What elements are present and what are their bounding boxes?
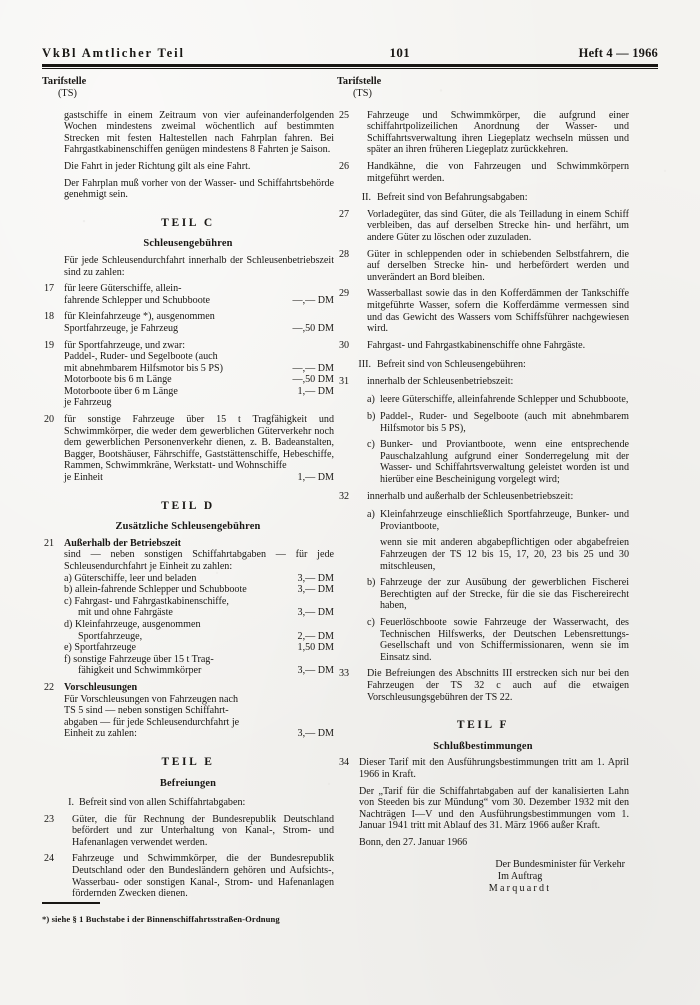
tariff-item-20	[42, 414, 334, 484]
tariff-32-sub-c-label: c)	[367, 616, 375, 628]
tariff-item-23	[42, 814, 334, 849]
tariff-21-sub-f-amount: 3,— DM	[297, 665, 334, 677]
intro-paragraph-1: gastschiffe in einem Zeitraum von vier aufeinanderfolgenden Wochen mindestens zweimal wöchentlich auf bestimmten Strecken mit festen Haltestellen nach Fahrplan fahren. Bei Fahrgastkabinenschiffen genügen mindestens 8 Fahrten je Saison.	[64, 109, 334, 156]
tariff-21-sub-b-text	[64, 584, 280, 596]
tariff-body-33: Die Befreiungen des Abschnitts III erstrecken sich nur bei den Fahrzeugen der TS 32 c auch auf die etwaigen Vorschleusungsgebühren der TS 22.	[367, 668, 629, 703]
tariff-body-22	[64, 682, 334, 740]
tariff-18-text-2: Sportfahrzeuge, je Fahrzeug	[64, 322, 179, 334]
tariff-32-sub-a	[367, 509, 629, 572]
tariff-17-text-2: fahrende Schlepper und Schubboote	[64, 294, 211, 306]
tariff-number-24: 24	[44, 853, 55, 865]
tariff-item-17	[42, 283, 334, 306]
tariff-body-34	[359, 757, 629, 832]
tariff-item-31	[337, 376, 629, 486]
tariff-19-head: für Sportfahrzeuge, und zwar:	[64, 339, 186, 351]
tariff-21-sub-f-label: f)	[64, 653, 71, 665]
tariff-34-paragraph-1: Dieser Tarif mit den Ausführungsbestimmungen tritt am 1. April 1966 in Kraft.	[359, 757, 629, 780]
heading-teil-c: TEIL C	[161, 216, 215, 229]
tariff-21-sub-c-text-2: mit und ohne Fahrgäste	[78, 607, 173, 619]
tariff-number-22: 22	[44, 681, 55, 693]
intro-paragraph-1-row	[42, 110, 334, 156]
intro-paragraph-3: Der Fahrplan muß vorher von der Wasser- und Schiffahrtsbehörde genehmigt sein.	[64, 177, 334, 201]
tariff-number-31: 31	[339, 375, 350, 387]
tariff-21-sub-a-body: Güterschiffe, leer und beladen	[74, 572, 197, 584]
intro-paragraph-2-row	[42, 161, 334, 173]
subheading-befreiungen: Befreiungen	[159, 777, 217, 789]
tariff-19-sub-a-text-2: mit abnehmbarem Hilfsmotor bis 5 PS)	[64, 362, 223, 374]
tariff-21-sub-c	[64, 596, 334, 619]
section-i-numeral: I.	[68, 797, 74, 809]
tariff-21-sub-b	[64, 584, 334, 596]
tariff-32-sub-a-body-wrap	[380, 509, 629, 572]
tariff-body-17	[64, 283, 334, 306]
tariff-19-sub-b-text: Motorboote bis 6 m Länge	[64, 374, 172, 386]
tariff-19-sub-a-line-1: Paddel-, Ruder- und Segelboote (auch	[64, 351, 218, 363]
section-iii-title: Befreit sind von Schleusengebühren:	[377, 359, 526, 371]
tariff-number-32: 32	[339, 490, 350, 502]
tariff-19-sub-c	[64, 386, 334, 398]
page-number: 101	[389, 45, 410, 60]
tariff-body-28: Güter in schleppenden oder in schiebenden Selbstfahrern, die auf derselben Strecke hin- und herbefördert werden und unverändert an Bord bleiben.	[367, 248, 629, 283]
tariff-21-sub-e	[64, 642, 334, 654]
tariff-21-sub-a	[64, 573, 334, 585]
tariff-31-sub-c-body: Bunker- und Proviantboote, wenn eine entsprechende Pauschalzahlung aufgrund einer Sonderregelung mit der Wasser- und Schiffahrtsverwaltung geleistet worden ist und hierüber eine Bescheinigung vorgelegt wird;	[380, 439, 629, 486]
tariff-body-24: Fahrzeuge und Schwimmkörper, die der Bundesrepublik Deutschland oder den Bundesländern gehören und Aufsichts-, Wasserbau- oder sonstigen Kanal-, Strom- und Hafenanlagen fördernden Zwecken dienen.	[72, 853, 334, 900]
footnote-rule	[42, 902, 100, 904]
section-iii-heading	[337, 359, 629, 371]
tariff-19-sub-c-text: Motorboote über 6 m Länge	[64, 385, 178, 397]
tariff-31-sub-a-body: leere Güterschiffe, alleinfahrende Schlepper und Schubboote,	[380, 394, 629, 406]
tariff-number-27: 27	[339, 208, 350, 220]
tariff-number-28: 28	[339, 248, 350, 260]
tarifstelle-label-right: Tarifstelle	[337, 76, 382, 87]
tariff-21-sub-d-body: Kleinfahrzeuge, ausgenommen	[74, 618, 201, 630]
tarifstelle-caption-left	[42, 76, 334, 100]
tariff-31-sub-b-label: b)	[367, 411, 376, 423]
tariff-31-sub-c	[367, 439, 629, 485]
tariff-31-sub-a	[367, 394, 629, 406]
tariff-number-18: 18	[44, 311, 55, 323]
tarifstelle-abbrev-left: (TS)	[58, 87, 77, 99]
section-iii-numeral: III.	[358, 359, 371, 371]
tariff-21-sub-b-body: allein-fahrende Schlepper und Schubboote	[74, 584, 247, 596]
tariff-21-lead: sind — neben sonstigen Schiffahrtabgaben — für jede Schleusendurchfahrt je Einheit zu zahlen:	[64, 549, 334, 572]
tariff-19-sub-d: je Fahrzeug	[64, 397, 112, 409]
tariff-34-paragraph-2: Der „Tarif für die Schiffahrtabgaben auf der kanalisierten Lahn von Steeden bis zur Mündung“ vom 30. Dezember 1932 mit den Nachträgen I—V und den Ausführungsbestimmungen vom 1. Januar 1941 tritt mit Ablauf des 31. März 1966 außer Kraft.	[359, 785, 629, 832]
subheading-schlussbestimmungen: Schlußbestimmungen	[433, 740, 533, 752]
left-column	[42, 76, 334, 900]
tariff-19-sub-b	[64, 374, 334, 386]
tariff-number-19: 19	[44, 339, 55, 351]
tariff-21-sub-e-amount: 1,50 DM	[297, 642, 334, 654]
tariff-item-30	[337, 340, 629, 352]
tariff-19-sub-a-amount: —,— DM	[292, 362, 334, 374]
tariff-21-sub-a-text	[64, 573, 280, 585]
heading-teil-e: TEIL E	[161, 755, 215, 768]
tariff-body-20	[64, 414, 334, 484]
running-head-right: Heft 4 — 1966	[578, 46, 658, 60]
tariff-21-sub-d-label: d)	[64, 618, 73, 630]
tariff-31-sub-b	[367, 411, 629, 434]
tariff-item-28	[337, 249, 629, 284]
tariff-17-line-1: für leere Güterschiffe, allein-	[64, 283, 182, 295]
tariff-22-title: Vorschleusungen	[64, 681, 138, 693]
tariff-22-amount: 3,— DM	[297, 728, 334, 740]
tariff-31-sub-a-label: a)	[367, 394, 375, 406]
tariff-21-sub-b-amount: 3,— DM	[297, 584, 334, 596]
subheading-schleusengebuehren: Schleusengebühren	[143, 238, 233, 250]
tariff-31-sub-c-label: c)	[367, 439, 375, 451]
tariff-17-amount: —,— DM	[292, 294, 334, 306]
tariff-18-line-2	[64, 323, 334, 335]
subheading-zusaetzliche-schleusengebuehren: Zusätzliche Schleusengebühren	[115, 521, 261, 533]
tariff-21-sub-e-text	[64, 642, 280, 654]
tariff-32-sub-c	[367, 617, 629, 663]
tariff-22-line-4	[64, 728, 334, 740]
tariff-number-33: 33	[339, 668, 350, 680]
tariff-body-32	[367, 491, 629, 664]
footnote-text: *) siehe § 1 Buchstabe i der Binnenschiffahrtsstraßen-Ordnung	[42, 914, 280, 924]
tariff-21-sub-b-label: b)	[64, 584, 73, 596]
tariff-19-sub-a-line-2	[64, 363, 334, 375]
teil-c-lead-row	[42, 255, 334, 278]
tariff-21-sub-d-amount: 2,— DM	[297, 630, 334, 642]
tariff-body-30: Fahrgast- und Fahrgastkabinenschiffe ohne Fahrgäste.	[367, 339, 586, 351]
tariff-number-23: 23	[44, 813, 55, 825]
tariff-31-sub-b-body: Paddel-, Ruder- und Segelboote (auch mit abnehmbarem Hilfsmotor bis 5 PS),	[380, 411, 629, 434]
tariff-21-sub-f	[64, 654, 334, 677]
tariff-32-sub-b-label: b)	[367, 577, 376, 589]
tariff-body-31	[367, 376, 629, 486]
tariff-32-sub-a-label: a)	[367, 509, 375, 521]
tariff-20-tail	[64, 472, 334, 484]
signature-authority: Der Bundesminister für Verkehr	[495, 859, 625, 871]
running-head-left: VkBl Amtlicher Teil	[42, 46, 185, 60]
teil-c-lead: Für jede Schleusendurchfahrt innerhalb der Schleusenbetriebszeit sind zu zahlen:	[64, 254, 334, 278]
tariff-21-sub-f-body: sonstige Fahrzeuge über 15 t Trag-	[73, 653, 214, 665]
tariff-19-sub-c-amount: 1,— DM	[297, 385, 334, 397]
tariff-21-sub-c-body: Fahrgast- und Fahrgastkabinenschiffe,	[74, 595, 229, 607]
tariff-21-sub-d	[64, 619, 334, 642]
tariff-32-sub-c-body: Feuerlöschboote sowie Fahrzeuge der Wasserwacht, des Technischen Hilfswerks, der Deutschen Lebensrettungs-Gesellschaft und von Schiffermissionaren, wenn sie im Einsatz sind.	[380, 616, 629, 663]
section-i-heading	[42, 797, 334, 809]
tariff-body-29: Wasserballast sowie das in den Kofferdämmen der Tankschiffe mitgeführte Wasser, sofern die Kofferdämme vermessen sind und das Gewicht des Wassers vom Schiffsführer nachgewiesen wird.	[367, 288, 629, 335]
tariff-item-21	[42, 538, 334, 677]
place-date-row	[337, 837, 629, 849]
tariff-number-26: 26	[339, 160, 350, 172]
tariff-19-sub-b-amount: —,50 DM	[292, 374, 334, 386]
tariff-body-26: Handkähne, die von Fahrzeugen und Schwimmkörpern mitgeführt werden.	[367, 160, 629, 184]
heading-teil-f: TEIL F	[456, 719, 510, 732]
tarifstelle-caption-right	[337, 76, 629, 100]
tariff-number-17: 17	[44, 283, 55, 295]
tariff-number-20: 20	[44, 414, 55, 426]
tariff-number-34: 34	[339, 757, 350, 769]
signature-name: Marquardt	[488, 882, 552, 894]
tariff-item-24	[42, 853, 334, 899]
tariff-21-sub-e-body: Sportfahrzeuge	[74, 642, 137, 654]
tariff-item-33	[337, 668, 629, 703]
tariff-22-line-3: abgaben — für jede Schleusendurchfahrt je	[64, 716, 240, 728]
running-head	[42, 45, 658, 61]
tariff-item-34	[337, 757, 629, 832]
tariff-body-18	[64, 311, 334, 334]
tariff-21-sub-a-label: a)	[64, 572, 72, 584]
tariff-item-29	[337, 288, 629, 334]
header-rule-thin	[42, 68, 658, 69]
tariff-21-sub-d-text-2: Sportfahrzeuge,	[78, 630, 143, 642]
tariff-body-19	[64, 340, 334, 410]
tariff-32-lead: innerhalb und außerhalb der Schleusenbetriebszeit:	[367, 490, 574, 502]
tariff-21-sub-f-line-1	[64, 654, 334, 666]
tariff-32-sub-a-body: Kleinfahrzeuge einschließlich Sportfahrzeuge, Bunker- und Proviantboote,	[380, 509, 629, 532]
tariff-body-23: Güter, die für Rechnung der Bundesrepublik Deutschland befördert und zur Unterhaltung von Kanal-, Strom- und Hafenanlagen verwendet werden.	[72, 813, 334, 848]
section-ii-title: Befreit sind von Befahrungsabgaben:	[377, 192, 528, 204]
intro-paragraph-2: Die Fahrt in jeder Richtung gilt als eine Fahrt.	[64, 160, 251, 172]
tariff-item-26	[337, 161, 629, 184]
header-rule-thick	[42, 64, 658, 67]
tariff-22-line-2: TS 5 sind — neben sonstigen Schiffahrt-	[64, 705, 229, 717]
tariff-22-text-4: Einheit zu zahlen:	[64, 728, 137, 740]
tariff-body-21	[64, 538, 334, 677]
tariff-body-25: Fahrzeuge und Schwimmkörper, die aufgrund einer schiffahrtpolizeilichen Anordnung der Wasser- und Schiffahrtsverwaltung ihren Liegeplatz wechseln müssen und später an ihren früheren Liegeplatz zurückkehren.	[367, 109, 629, 156]
tariff-item-32	[337, 491, 629, 664]
tariff-number-29: 29	[339, 288, 350, 300]
tariff-32-sub-b	[367, 577, 629, 612]
tariff-31-lead: innerhalb der Schleusenbetriebszeit:	[367, 375, 514, 387]
tariff-21-sub-c-line-2	[64, 607, 334, 619]
section-ii-numeral: II.	[361, 192, 371, 204]
tariff-21-sub-c-label: c)	[64, 595, 72, 607]
tariff-32-sub-a-extra: wenn sie mit anderen abgabepflichtigen oder abgabefreien Fahrzeugen der TS 12 bis 15, 17, 20, 23 bis 25 und 30 mitschleusen,	[380, 537, 629, 572]
tariff-item-27	[337, 209, 629, 244]
tariff-21-sub-c-line-1	[64, 596, 334, 608]
place-date: Bonn, den 27. Januar 1966	[359, 836, 468, 848]
tariff-17-line-2	[64, 295, 334, 307]
section-i-title: Befreit sind von allen Schiffahrtabgaben:	[79, 797, 246, 809]
tariff-21-sub-f-line-2	[64, 665, 334, 677]
tariff-number-30: 30	[339, 339, 350, 351]
tariff-18-amount: —,50 DM	[292, 322, 334, 334]
tariff-21-sub-f-text-2: fähigkeit und Schwimmkörper	[78, 665, 202, 677]
tariff-21-sub-e-label: e)	[64, 642, 72, 654]
tariff-21-sub-d-line-1	[64, 619, 334, 631]
tariff-21-title: Außerhalb der Betriebszeit	[64, 537, 181, 549]
tariff-21-sub-a-amount: 3,— DM	[297, 572, 334, 584]
tariff-20-tail-text: je Einheit	[64, 472, 103, 484]
tarifstelle-abbrev-right: (TS)	[353, 87, 372, 99]
signature-byorder: Im Auftrag	[497, 871, 543, 883]
tariff-32-sub-b-body: Fahrzeuge der zur Ausübung der gewerblichen Fischerei Berechtigten auf der Strecke, für die sie das Fischereirecht haben,	[380, 577, 629, 612]
tariff-number-25: 25	[339, 109, 350, 121]
tariff-20-amount: 1,— DM	[297, 472, 334, 484]
tariff-21-sub-d-line-2	[64, 631, 334, 643]
section-ii-heading	[337, 192, 629, 204]
intro-paragraph-3-row	[42, 178, 334, 201]
tariff-20-paragraph: für sonstige Fahrzeuge über 15 t Tragfähigkeit und Schwimmkörper, die weder dem gewerblichen Güterverkehr noch dem gewerblichen Personenverkehr dienen, z. B. Badeanstalten, Bagger, Bootshäuser, Fährschiffe, Gaststättenschiffe, Hebeschiffe, Rammen, Schwimmkräne, Werkstatt- und Wohnschiffe	[64, 414, 334, 472]
tariff-body-27: Vorladegüter, das sind Güter, die als Teilladung in einem Schiff verbleiben, das auf derselben Strecke hin- und herfährt, um andere Güter zu löschen oder zuzuladen.	[367, 208, 629, 243]
signature-block	[337, 859, 629, 894]
tariff-18-line-1: für Kleinfahrzeuge *), ausgenommen	[64, 311, 215, 323]
heading-teil-d: TEIL D	[161, 499, 215, 512]
tariff-number-21: 21	[44, 537, 55, 549]
tarifstelle-label-left: Tarifstelle	[42, 76, 87, 87]
tariff-item-18	[42, 311, 334, 334]
right-column	[337, 76, 629, 894]
tariff-21-sub-c-amount: 3,— DM	[297, 607, 334, 619]
tariff-item-25	[337, 110, 629, 156]
tariff-22-line-1: Für Vorschleusungen von Fahrzeugen nach	[64, 693, 238, 705]
tariff-item-22	[42, 682, 334, 740]
tariff-item-19	[42, 340, 334, 410]
